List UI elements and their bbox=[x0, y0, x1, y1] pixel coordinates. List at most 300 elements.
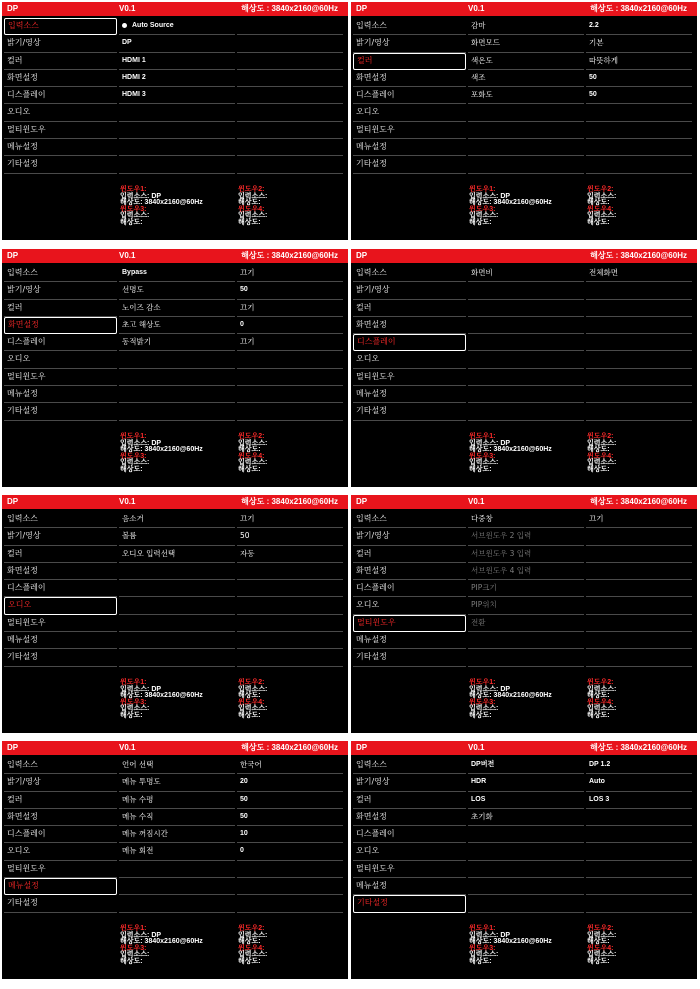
osd-header bbox=[2, 741, 348, 755]
input-source-label: DP bbox=[356, 743, 368, 752]
window2-info bbox=[238, 926, 267, 966]
option-label: 초고 해상도 bbox=[122, 319, 161, 329]
empty-row bbox=[586, 122, 692, 139]
empty-row bbox=[586, 843, 692, 860]
empty-row bbox=[586, 580, 692, 597]
firmware-version: V0.1 bbox=[119, 743, 136, 752]
window1-resolution: 해상도: 3840x2160@60Hz bbox=[120, 199, 203, 207]
empty-row bbox=[586, 282, 692, 299]
menu-item[interactable]: 화면설정 bbox=[4, 563, 117, 580]
osd-header bbox=[351, 495, 697, 509]
window1-resolution: 해상도: 3840x2160@60Hz bbox=[120, 692, 203, 700]
submenu-option[interactable] bbox=[119, 35, 235, 52]
empty-row bbox=[468, 369, 584, 386]
menu-item[interactable]: 입력소스 bbox=[4, 757, 117, 774]
submenu-option[interactable] bbox=[468, 774, 584, 791]
menu-item[interactable]: 멀티윈도우 bbox=[4, 861, 117, 878]
menu-item[interactable]: 밝기/영상 bbox=[4, 774, 117, 791]
menu-item[interactable]: 기타설정 bbox=[353, 895, 466, 912]
submenu-option[interactable] bbox=[468, 563, 584, 580]
window4-label: 윈도우4: bbox=[238, 698, 265, 706]
empty-row bbox=[237, 87, 343, 104]
option-value[interactable]: 50 bbox=[237, 809, 343, 826]
option-label: 메뉴 회전 bbox=[122, 846, 154, 856]
menu-item[interactable]: 오디오 bbox=[4, 351, 117, 368]
option-value[interactable]: 50 bbox=[237, 528, 343, 545]
option-value[interactable]: 50 bbox=[237, 282, 343, 299]
submenu-option[interactable] bbox=[468, 580, 584, 597]
window3-resolution: 해상도: bbox=[469, 465, 492, 473]
empty-row bbox=[586, 615, 692, 632]
submenu-options bbox=[119, 511, 235, 667]
option-value[interactable]: 0 bbox=[237, 317, 343, 334]
option-label: 선명도 bbox=[122, 285, 144, 295]
submenu-option[interactable] bbox=[119, 792, 235, 809]
menu-item[interactable]: 메뉴설정 bbox=[4, 878, 117, 895]
menu-item[interactable]: 메뉴설정 bbox=[353, 139, 466, 156]
empty-row bbox=[468, 632, 584, 649]
empty-row bbox=[237, 35, 343, 52]
empty-row bbox=[468, 826, 584, 843]
empty-row bbox=[237, 156, 343, 173]
window1-info bbox=[120, 434, 203, 474]
window3-resolution: 해상도: bbox=[120, 218, 143, 226]
resolution-label: 해상도 : 3840x2160@60Hz bbox=[590, 497, 687, 506]
submenu-options bbox=[119, 757, 235, 913]
option-value[interactable]: 기본 bbox=[586, 35, 692, 52]
empty-row bbox=[468, 156, 584, 173]
window4-source: 입력소스: bbox=[587, 459, 617, 467]
window4-resolution: 해상도: bbox=[587, 711, 610, 719]
empty-row bbox=[468, 300, 584, 317]
submenu-options bbox=[468, 265, 584, 421]
empty-row bbox=[586, 386, 692, 403]
empty-row bbox=[237, 351, 343, 368]
option-label: 서브윈도우 3 입력 bbox=[471, 548, 532, 558]
option-value[interactable]: 따뜻하게 bbox=[586, 53, 692, 70]
window1-resolution: 해상도: 3840x2160@60Hz bbox=[120, 446, 203, 454]
option-label: HDMI 1 bbox=[122, 56, 146, 64]
empty-row bbox=[586, 104, 692, 121]
window3-source: 입력소스: bbox=[120, 951, 150, 959]
menu-item[interactable]: 디스플레이 bbox=[4, 826, 117, 843]
option-value[interactable]: 끄기 bbox=[237, 300, 343, 317]
submenu-values bbox=[586, 18, 692, 174]
menu-item[interactable]: 화면설정 bbox=[353, 809, 466, 826]
option-label: 동적밝기 bbox=[122, 337, 151, 347]
menu-item[interactable]: 멀티윈도우 bbox=[353, 369, 466, 386]
selected-indicator-icon bbox=[122, 23, 127, 28]
empty-row bbox=[468, 104, 584, 121]
menu-item[interactable]: 컬러 bbox=[353, 53, 466, 70]
window4-source: 입력소스: bbox=[587, 705, 617, 713]
submenu-option[interactable] bbox=[119, 265, 235, 282]
menu-item[interactable]: 오디오 bbox=[353, 104, 466, 121]
submenu-option[interactable] bbox=[119, 87, 235, 104]
menu-item[interactable]: 기타설정 bbox=[353, 649, 466, 666]
empty-row bbox=[119, 563, 235, 580]
submenu-option[interactable] bbox=[468, 70, 584, 87]
window1-label: 윈도우1: bbox=[120, 679, 147, 686]
osd-header bbox=[351, 249, 697, 263]
menu-item[interactable]: 디스플레이 bbox=[353, 334, 466, 351]
menu-item[interactable]: 메뉴설정 bbox=[4, 632, 117, 649]
menu-item[interactable]: 화면설정 bbox=[353, 70, 466, 87]
option-value[interactable]: 전체화면 bbox=[586, 265, 692, 282]
submenu-option[interactable] bbox=[468, 597, 584, 614]
option-label: 색조 bbox=[471, 72, 486, 82]
empty-row bbox=[586, 861, 692, 878]
menu-item[interactable]: 컬러 bbox=[353, 792, 466, 809]
osd-main-menu bbox=[353, 511, 466, 667]
input-source-label: DP bbox=[7, 497, 19, 506]
empty-row bbox=[119, 386, 235, 403]
empty-row bbox=[119, 632, 235, 649]
menu-item[interactable]: 밝기/영상 bbox=[4, 282, 117, 299]
menu-item[interactable]: 컬러 bbox=[353, 300, 466, 317]
empty-row bbox=[119, 649, 235, 666]
empty-row bbox=[237, 861, 343, 878]
menu-item[interactable]: 밝기/영상 bbox=[4, 35, 117, 52]
option-label: LOS bbox=[471, 795, 486, 803]
window2-resolution: 해상도: bbox=[238, 692, 261, 700]
empty-row bbox=[237, 122, 343, 139]
osd-panel bbox=[2, 249, 348, 487]
submenu-values bbox=[586, 511, 692, 667]
empty-row bbox=[119, 122, 235, 139]
window1-source: 입력소스: DP bbox=[120, 685, 162, 693]
window3-label: 윈도우3: bbox=[469, 205, 496, 213]
empty-row bbox=[237, 895, 343, 912]
menu-item[interactable]: 입력소스 bbox=[353, 757, 466, 774]
window3-label: 윈도우3: bbox=[120, 452, 147, 460]
option-value[interactable]: Auto bbox=[586, 774, 692, 791]
empty-row bbox=[586, 369, 692, 386]
osd-header bbox=[2, 2, 348, 16]
window3-label: 윈도우3: bbox=[469, 452, 496, 460]
option-label: 언어 선택 bbox=[122, 760, 154, 769]
option-value[interactable]: 끄기 bbox=[586, 511, 692, 528]
menu-item[interactable]: 밝기/영상 bbox=[353, 35, 466, 52]
window4-source: 입력소스: bbox=[587, 212, 617, 220]
option-label: 초기화 bbox=[471, 811, 493, 821]
window2-info bbox=[238, 187, 267, 227]
empty-row bbox=[119, 156, 235, 173]
submenu-option[interactable] bbox=[119, 282, 235, 299]
option-label: 전환 bbox=[471, 617, 486, 627]
option-value[interactable]: LOS 3 bbox=[586, 792, 692, 809]
menu-item[interactable]: 화면설정 bbox=[4, 70, 117, 87]
empty-row bbox=[586, 403, 692, 420]
menu-item[interactable]: 디스플레이 bbox=[353, 87, 466, 104]
option-value[interactable]: 50 bbox=[237, 792, 343, 809]
menu-item[interactable]: 화면설정 bbox=[353, 317, 466, 334]
submenu-options bbox=[468, 18, 584, 174]
window3-resolution: 해상도: bbox=[120, 465, 143, 473]
submenu-values bbox=[237, 757, 343, 913]
osd-main-menu bbox=[4, 511, 117, 667]
menu-item[interactable]: 디스플레이 bbox=[353, 580, 466, 597]
submenu-options bbox=[468, 757, 584, 913]
menu-item[interactable]: 메뉴설정 bbox=[4, 386, 117, 403]
empty-row bbox=[468, 122, 584, 139]
menu-item[interactable]: 밝기/영상 bbox=[353, 774, 466, 791]
menu-item[interactable]: 메뉴설정 bbox=[4, 139, 117, 156]
option-value[interactable]: DP 1.2 bbox=[586, 757, 692, 774]
empty-row bbox=[468, 861, 584, 878]
menu-item[interactable]: 컬러 bbox=[4, 53, 117, 70]
submenu-option[interactable] bbox=[468, 265, 584, 282]
menu-item[interactable]: 멀티윈도우 bbox=[353, 861, 466, 878]
empty-row bbox=[119, 861, 235, 878]
menu-item[interactable]: 디스플레이 bbox=[4, 334, 117, 351]
option-label: 메뉴 투명도 bbox=[122, 777, 161, 787]
menu-item[interactable]: 디스플레이 bbox=[4, 87, 117, 104]
window1-label: 윈도우1: bbox=[120, 925, 147, 932]
menu-item[interactable]: 화면설정 bbox=[4, 809, 117, 826]
window1-info bbox=[469, 926, 552, 966]
option-value[interactable]: 끄기 bbox=[237, 265, 343, 282]
option-label: HDMI 2 bbox=[122, 73, 146, 81]
menu-item[interactable]: 멀티윈도우 bbox=[4, 369, 117, 386]
window1-resolution: 해상도: 3840x2160@60Hz bbox=[469, 692, 552, 700]
menu-item[interactable]: 기타설정 bbox=[353, 403, 466, 420]
option-label: Bypass bbox=[122, 269, 147, 276]
resolution-label: 해상도 : 3840x2160@60Hz bbox=[590, 743, 687, 752]
option-value[interactable]: 50 bbox=[586, 87, 692, 104]
menu-item[interactable]: 메뉴설정 bbox=[353, 386, 466, 403]
empty-row bbox=[586, 317, 692, 334]
window4-label: 윈도우4: bbox=[587, 944, 614, 952]
osd-main-menu bbox=[4, 757, 117, 913]
option-value[interactable]: 자동 bbox=[237, 546, 343, 563]
menu-item[interactable]: 오디오 bbox=[4, 843, 117, 860]
empty-row bbox=[119, 878, 235, 895]
menu-item[interactable]: 컬러 bbox=[4, 546, 117, 563]
submenu-option[interactable] bbox=[119, 774, 235, 791]
menu-item[interactable]: 기타설정 bbox=[353, 156, 466, 173]
menu-item[interactable]: 컬러 bbox=[353, 546, 466, 563]
empty-row bbox=[237, 369, 343, 386]
menu-item[interactable]: 멀티윈도우 bbox=[353, 615, 466, 632]
submenu-option[interactable] bbox=[468, 546, 584, 563]
submenu-option[interactable] bbox=[119, 18, 235, 35]
submenu-option[interactable] bbox=[468, 757, 584, 774]
window2-info bbox=[587, 926, 616, 966]
submenu-option[interactable] bbox=[119, 334, 235, 351]
empty-row bbox=[586, 563, 692, 580]
menu-item[interactable]: 오디오 bbox=[4, 597, 117, 614]
window1-label: 윈도우1: bbox=[469, 679, 496, 686]
submenu-option[interactable] bbox=[119, 528, 235, 545]
window1-info bbox=[469, 680, 552, 720]
window4-source: 입력소스: bbox=[238, 212, 268, 220]
window3-source: 입력소스: bbox=[120, 459, 150, 467]
option-value[interactable]: 2.2 bbox=[586, 18, 692, 35]
menu-item[interactable]: 화면설정 bbox=[4, 317, 117, 334]
window2-info bbox=[238, 680, 267, 720]
menu-item[interactable]: 밝기/영상 bbox=[4, 528, 117, 545]
empty-row bbox=[586, 546, 692, 563]
window3-label: 윈도우3: bbox=[469, 698, 496, 706]
empty-row bbox=[237, 580, 343, 597]
osd-panel bbox=[351, 2, 697, 240]
submenu-option[interactable] bbox=[468, 53, 584, 70]
menu-item[interactable]: 오디오 bbox=[353, 351, 466, 368]
option-value[interactable]: 50 bbox=[586, 70, 692, 87]
empty-row bbox=[586, 895, 692, 912]
empty-row bbox=[468, 282, 584, 299]
submenu-option[interactable] bbox=[468, 87, 584, 104]
menu-item[interactable]: 컬러 bbox=[4, 792, 117, 809]
option-value[interactable]: 끄기 bbox=[237, 511, 343, 528]
empty-row bbox=[586, 351, 692, 368]
submenu-option[interactable] bbox=[119, 546, 235, 563]
osd-header bbox=[351, 741, 697, 755]
submenu-option[interactable] bbox=[119, 843, 235, 860]
submenu-option[interactable] bbox=[468, 18, 584, 35]
window2-source: 입력소스: bbox=[238, 685, 268, 693]
window4-source: 입력소스: bbox=[238, 459, 268, 467]
menu-item[interactable]: 오디오 bbox=[353, 597, 466, 614]
empty-row bbox=[237, 18, 343, 35]
window4-resolution: 해상도: bbox=[238, 957, 261, 965]
empty-row bbox=[237, 139, 343, 156]
submenu-option[interactable] bbox=[468, 511, 584, 528]
firmware-version: V0.1 bbox=[119, 4, 136, 13]
osd-main-menu bbox=[353, 265, 466, 421]
window2-info bbox=[587, 187, 616, 227]
window4-resolution: 해상도: bbox=[587, 957, 610, 965]
window4-source: 입력소스: bbox=[238, 951, 268, 959]
window4-label: 윈도우4: bbox=[238, 944, 265, 952]
submenu-option[interactable] bbox=[468, 615, 584, 632]
window3-source: 입력소스: bbox=[120, 705, 150, 713]
empty-row bbox=[468, 403, 584, 420]
menu-item[interactable]: 기타설정 bbox=[4, 649, 117, 666]
option-label: Auto Source bbox=[132, 22, 174, 29]
osd-header bbox=[2, 495, 348, 509]
menu-item[interactable]: 입력소스 bbox=[4, 18, 117, 35]
empty-row bbox=[468, 895, 584, 912]
window1-info bbox=[469, 187, 552, 227]
option-value[interactable]: 20 bbox=[237, 774, 343, 791]
menu-item[interactable]: 메뉴설정 bbox=[353, 632, 466, 649]
window1-info bbox=[120, 926, 203, 966]
window1-source: 입력소스: DP bbox=[469, 439, 511, 447]
option-label: PIP위치 bbox=[471, 600, 497, 610]
submenu-option[interactable] bbox=[119, 511, 235, 528]
submenu-option[interactable] bbox=[119, 70, 235, 87]
empty-row bbox=[237, 615, 343, 632]
submenu-option[interactable] bbox=[468, 35, 584, 52]
submenu-option[interactable] bbox=[119, 757, 235, 774]
empty-row bbox=[586, 878, 692, 895]
submenu-option[interactable] bbox=[119, 317, 235, 334]
window4-label: 윈도우4: bbox=[238, 205, 265, 213]
submenu-option[interactable] bbox=[468, 792, 584, 809]
window4-label: 윈도우4: bbox=[587, 698, 614, 706]
menu-item[interactable]: 멀티윈도우 bbox=[353, 122, 466, 139]
menu-item[interactable]: 밝기/영상 bbox=[353, 528, 466, 545]
window3-resolution: 해상도: bbox=[469, 711, 492, 719]
window1-source: 입력소스: DP bbox=[469, 931, 511, 939]
menu-item[interactable]: 기타설정 bbox=[4, 403, 117, 420]
empty-row bbox=[237, 386, 343, 403]
submenu-option[interactable] bbox=[119, 809, 235, 826]
window2-label: 윈도우2: bbox=[587, 679, 614, 686]
menu-item[interactable]: 입력소스 bbox=[4, 265, 117, 282]
window1-resolution: 해상도: 3840x2160@60Hz bbox=[469, 938, 552, 946]
menu-item[interactable]: 멀티윈도우 bbox=[4, 122, 117, 139]
menu-item[interactable]: 입력소스 bbox=[353, 18, 466, 35]
osd-panel bbox=[351, 249, 697, 487]
option-value[interactable]: 한국어 bbox=[237, 757, 343, 774]
menu-item[interactable]: 디스플레이 bbox=[353, 826, 466, 843]
window1-source: 입력소스: DP bbox=[469, 685, 511, 693]
menu-item[interactable]: 기타설정 bbox=[4, 156, 117, 173]
option-label: 오디오 입력선택 bbox=[122, 548, 176, 558]
submenu-option[interactable] bbox=[468, 528, 584, 545]
menu-item[interactable]: 메뉴설정 bbox=[353, 878, 466, 895]
window2-source: 입력소스: bbox=[587, 439, 617, 447]
submenu-option[interactable] bbox=[468, 809, 584, 826]
firmware-version: V0.1 bbox=[468, 743, 485, 752]
menu-item[interactable]: 디스플레이 bbox=[4, 580, 117, 597]
submenu-option[interactable] bbox=[119, 826, 235, 843]
menu-item[interactable]: 화면설정 bbox=[353, 563, 466, 580]
option-label: HDMI 3 bbox=[122, 91, 146, 99]
input-source-label: DP bbox=[356, 251, 368, 260]
window1-label: 윈도우1: bbox=[469, 925, 496, 932]
menu-item[interactable]: 컬러 bbox=[4, 300, 117, 317]
firmware-version: V0.1 bbox=[119, 251, 136, 260]
window4-label: 윈도우4: bbox=[238, 452, 265, 460]
option-value[interactable]: 0 bbox=[237, 843, 343, 860]
menu-item[interactable]: 입력소스 bbox=[4, 511, 117, 528]
window1-label: 윈도우1: bbox=[120, 186, 147, 193]
window2-source: 입력소스: bbox=[238, 931, 268, 939]
empty-row bbox=[237, 403, 343, 420]
empty-row bbox=[237, 878, 343, 895]
option-value[interactable]: 끄기 bbox=[237, 334, 343, 351]
window2-source: 입력소스: bbox=[587, 685, 617, 693]
window4-resolution: 해상도: bbox=[587, 465, 610, 473]
input-source-label: DP bbox=[7, 4, 19, 13]
menu-item[interactable]: 멀티윈도우 bbox=[4, 615, 117, 632]
submenu-option[interactable] bbox=[119, 53, 235, 70]
window4-source: 입력소스: bbox=[587, 951, 617, 959]
menu-item[interactable]: 밝기/영상 bbox=[353, 282, 466, 299]
input-source-label: DP bbox=[356, 4, 368, 13]
osd-main-menu bbox=[353, 18, 466, 174]
window2-resolution: 해상도: bbox=[587, 199, 610, 207]
firmware-version: V0.1 bbox=[119, 497, 136, 506]
option-value[interactable]: 10 bbox=[237, 826, 343, 843]
empty-row bbox=[468, 878, 584, 895]
menu-item[interactable]: 입력소스 bbox=[353, 511, 466, 528]
menu-item[interactable]: 기타설정 bbox=[4, 895, 117, 912]
option-label: DP버전 bbox=[471, 761, 495, 768]
option-label: 서브윈도우 2 입력 bbox=[471, 531, 532, 541]
window3-source: 입력소스: bbox=[469, 951, 499, 959]
option-label: 감마 bbox=[471, 21, 486, 30]
empty-row bbox=[468, 843, 584, 860]
submenu-option[interactable] bbox=[119, 300, 235, 317]
menu-item[interactable]: 오디오 bbox=[4, 104, 117, 121]
menu-item[interactable]: 입력소스 bbox=[353, 265, 466, 282]
menu-item[interactable]: 오디오 bbox=[353, 843, 466, 860]
